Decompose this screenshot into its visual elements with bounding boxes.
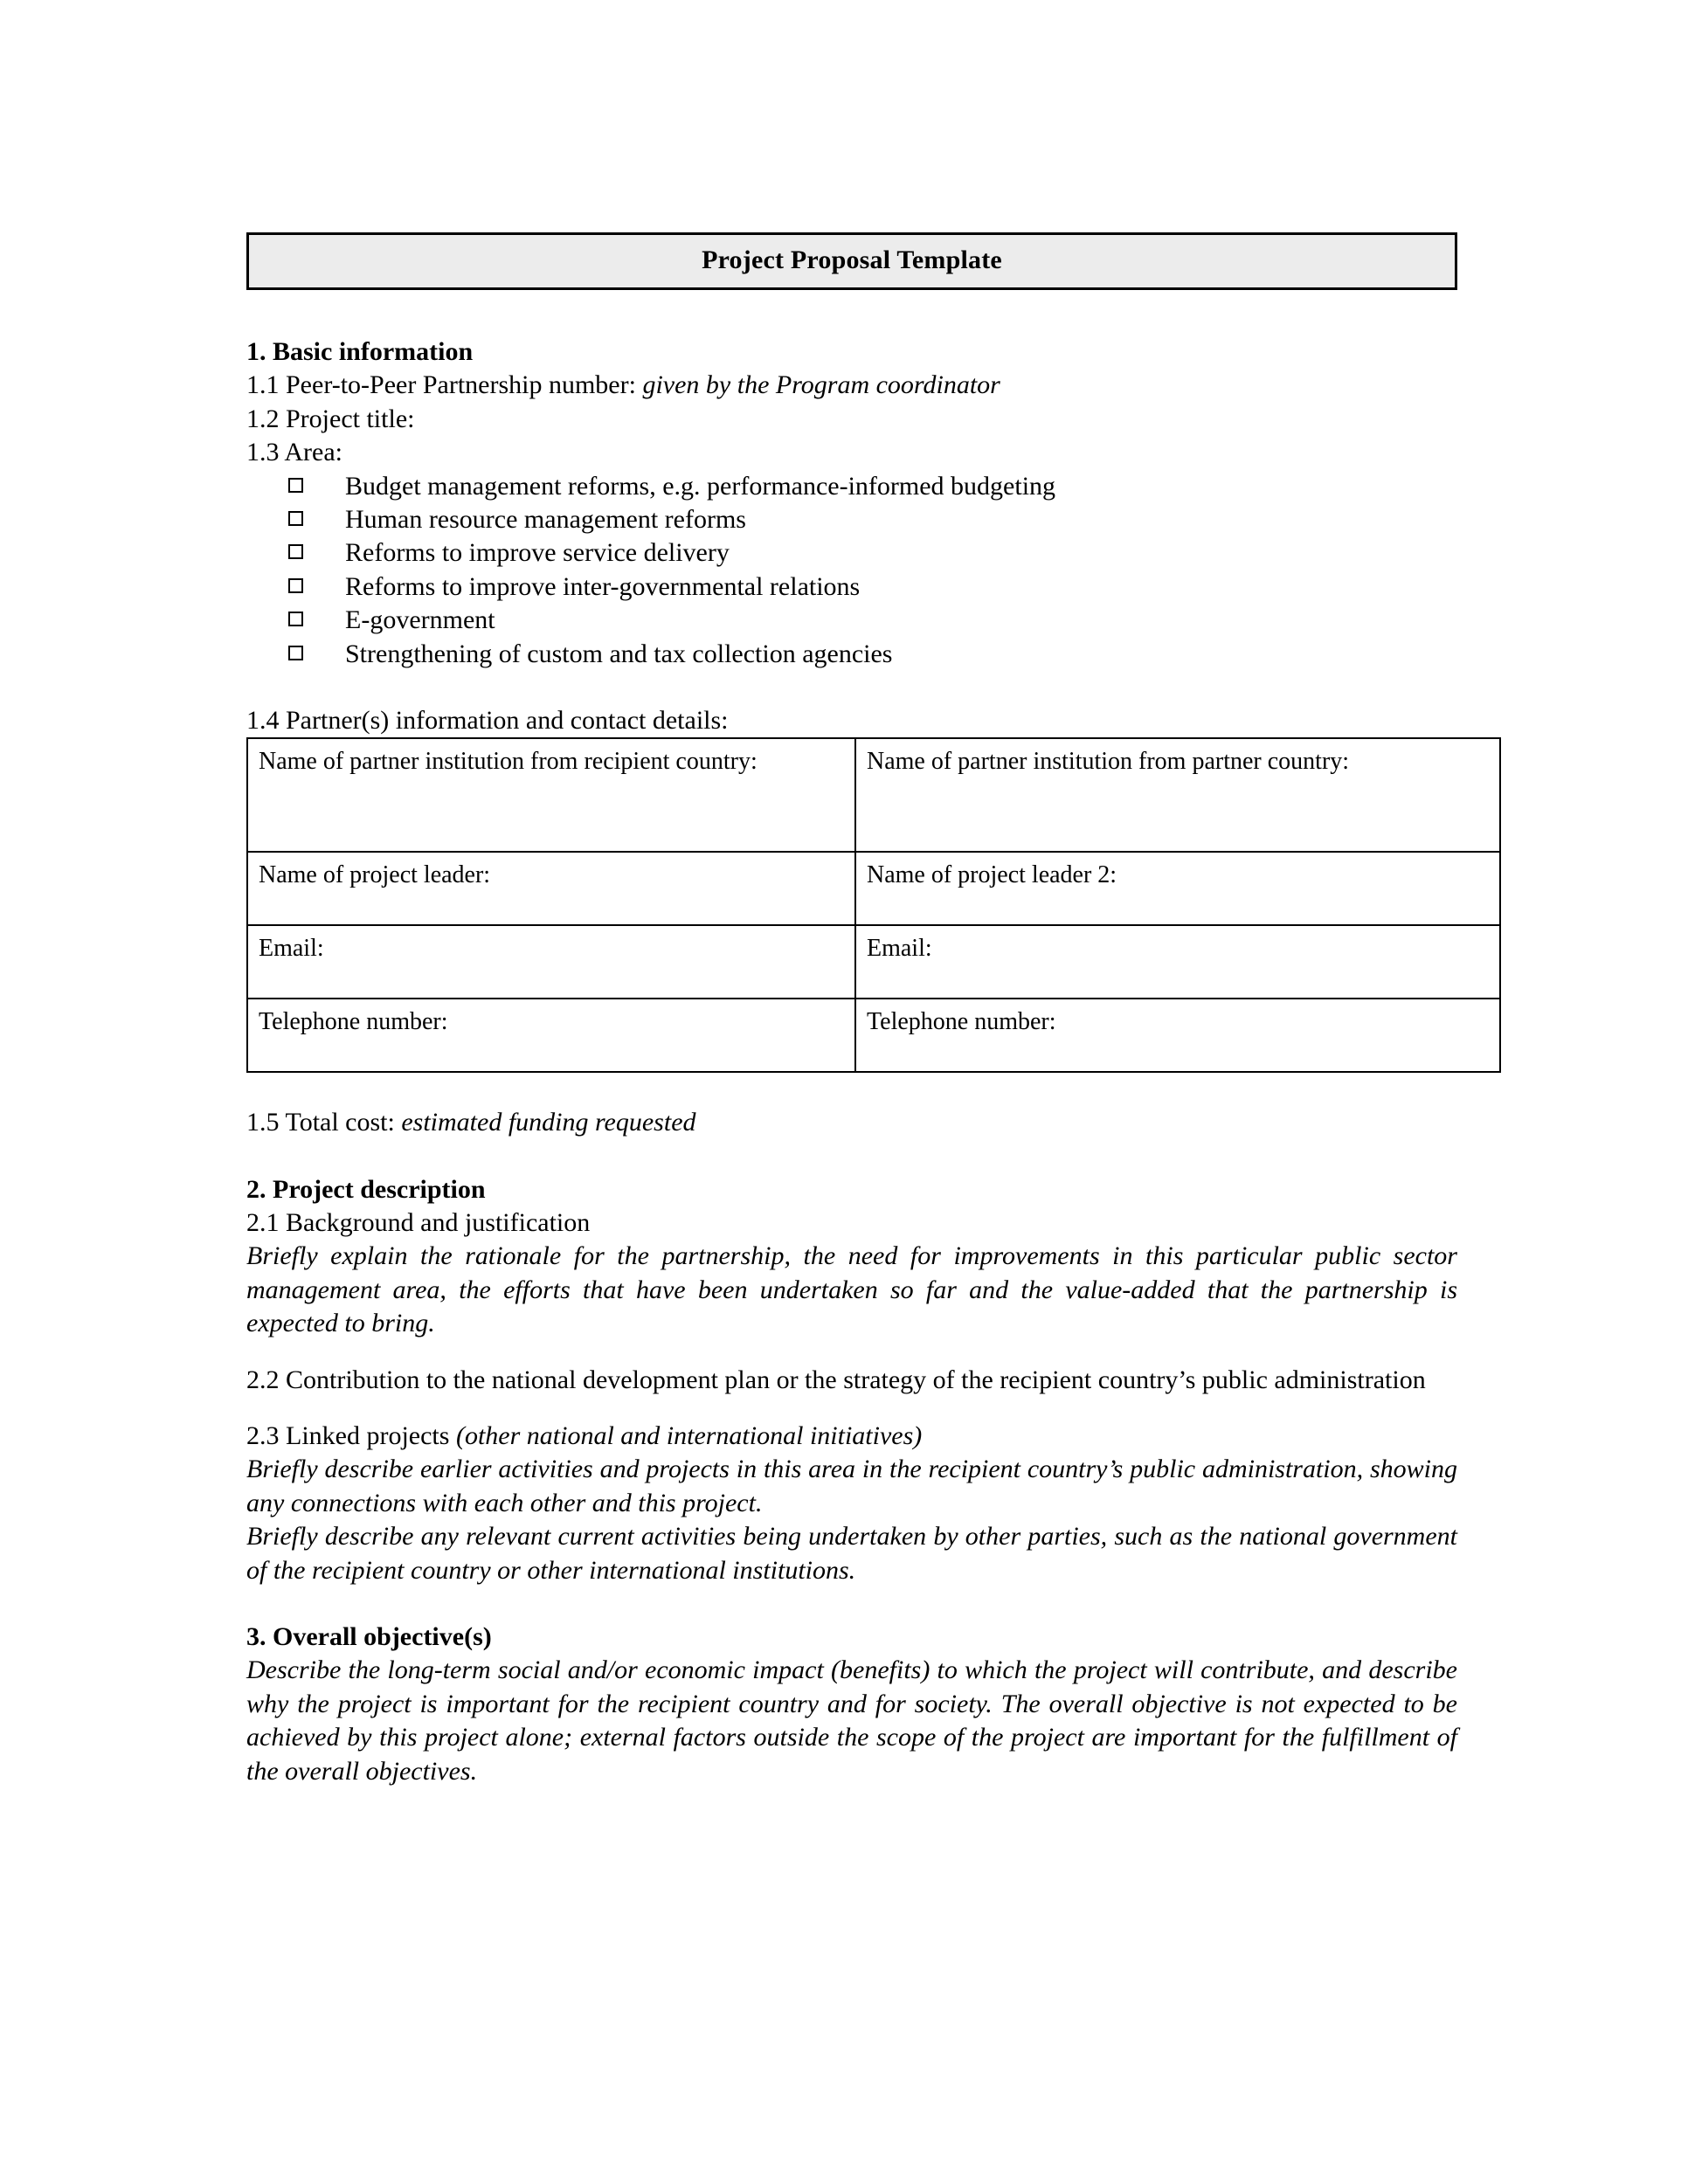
field-project-title: 1.2 Project title:	[246, 404, 415, 433]
spacer	[246, 1073, 1457, 1106]
subheading-2-3-hint: (other national and international initiatives)	[455, 1421, 923, 1451]
field-total-cost-label: 1.5 Total cost:	[246, 1108, 402, 1137]
subheading-2-3	[246, 1420, 1457, 1453]
checkbox-icon[interactable]	[288, 511, 303, 526]
field-partnership-number-label: 1.1 Peer-to-Peer Partnership number:	[246, 370, 643, 400]
document-title-box	[246, 232, 1457, 290]
page-title: Project Proposal Template	[702, 245, 1002, 274]
field-partnership-number	[246, 369, 1457, 402]
spacer	[246, 671, 1457, 704]
area-options-list	[246, 470, 1457, 671]
table-row	[247, 852, 1500, 925]
spacer	[246, 1140, 1457, 1173]
table-cell-partner-institution-partner[interactable]: Name of partner institution from partner country:	[855, 738, 1500, 852]
area-option-2[interactable]	[246, 536, 1457, 570]
field-partner-info: 1.4 Partner(s) information and contact details:	[246, 705, 729, 735]
field-area: 1.3 Area:	[246, 438, 342, 467]
spacer	[246, 1341, 1457, 1364]
checkbox-icon[interactable]	[288, 544, 303, 559]
area-option-label: E-government	[345, 605, 495, 635]
checkbox-icon[interactable]	[288, 612, 303, 626]
spacer	[246, 1587, 1457, 1621]
document-content	[246, 232, 1457, 1788]
field-total-cost-hint: estimated funding requested	[401, 1108, 696, 1137]
table-cell-partner-institution-recipient[interactable]: Name of partner institution from recipient country:	[247, 738, 855, 852]
area-option-4[interactable]	[246, 604, 1457, 637]
table-cell-telephone-2[interactable]: Telephone number:	[855, 999, 1500, 1072]
area-option-5[interactable]	[246, 638, 1457, 671]
checkbox-icon[interactable]	[288, 646, 303, 660]
table-cell-project-leader-1[interactable]: Name of project leader:	[247, 852, 855, 925]
subheading-2-2: 2.2 Contribution to the national development plan or the strategy of the recipient country’s public administration	[246, 1365, 1426, 1394]
table-row	[247, 999, 1500, 1072]
partner-details-table	[246, 737, 1501, 1073]
checkbox-icon[interactable]	[288, 578, 303, 593]
area-option-1[interactable]	[246, 503, 1457, 536]
spacer	[246, 290, 1457, 335]
paragraph-2-3-body-1: Briefly describe earlier activities and projects in this area in the recipient country’s public administration, showing any connections with each other and this project.	[246, 1455, 1457, 1517]
table-row	[247, 925, 1500, 999]
area-option-label: Human resource management reforms	[345, 504, 746, 534]
paragraph-2-1-body: Briefly explain the rationale for the partnership, the need for improvements in this particular public sector management area, the efforts that have been undertaken so far and the value-added that the partnership is expected to bring.	[246, 1241, 1457, 1338]
section-heading-3: 3. Overall objective(s)	[246, 1621, 492, 1651]
field-partnership-number-hint: given by the Program coordinator	[642, 370, 1000, 400]
paragraph-3-body: Describe the long-term social and/or economic impact (benefits) to which the project will contribute, and describe why the project is important for the recipient country and for society. The overall objective is not expected to be achieved by this project alone; external factors outside the scope of the project are important for the fulfillment of the overall objectives.	[246, 1655, 1457, 1786]
table-cell-project-leader-2[interactable]: Name of project leader 2:	[855, 852, 1500, 925]
field-total-cost	[246, 1106, 1457, 1139]
subheading-2-1: 2.1 Background and justification	[246, 1208, 591, 1238]
section-heading-2: 2. Project description	[246, 1174, 486, 1204]
area-option-label: Reforms to improve inter-governmental relations	[345, 571, 861, 601]
area-option-0[interactable]	[246, 470, 1457, 503]
spacer	[246, 1397, 1457, 1420]
area-option-3[interactable]	[246, 570, 1457, 604]
paragraph-2-3-body-2: Briefly describe any relevant current activities being undertaken by other parties, such as the national government of the recipient country or other international institutions.	[246, 1522, 1457, 1585]
area-option-label: Budget management reforms, e.g. performance-informed budgeting	[345, 471, 1056, 501]
table-cell-telephone-1[interactable]: Telephone number:	[247, 999, 855, 1072]
table-row	[247, 738, 1500, 852]
section-heading-1: 1. Basic information	[246, 337, 474, 366]
table-cell-email-1[interactable]: Email:	[247, 925, 855, 999]
area-option-label: Reforms to improve service delivery	[345, 538, 730, 568]
checkbox-icon[interactable]	[288, 478, 303, 493]
subheading-2-3-label: 2.3 Linked projects	[246, 1421, 456, 1451]
table-cell-email-2[interactable]: Email:	[855, 925, 1500, 999]
area-option-label: Strengthening of custom and tax collection agencies	[345, 639, 893, 668]
